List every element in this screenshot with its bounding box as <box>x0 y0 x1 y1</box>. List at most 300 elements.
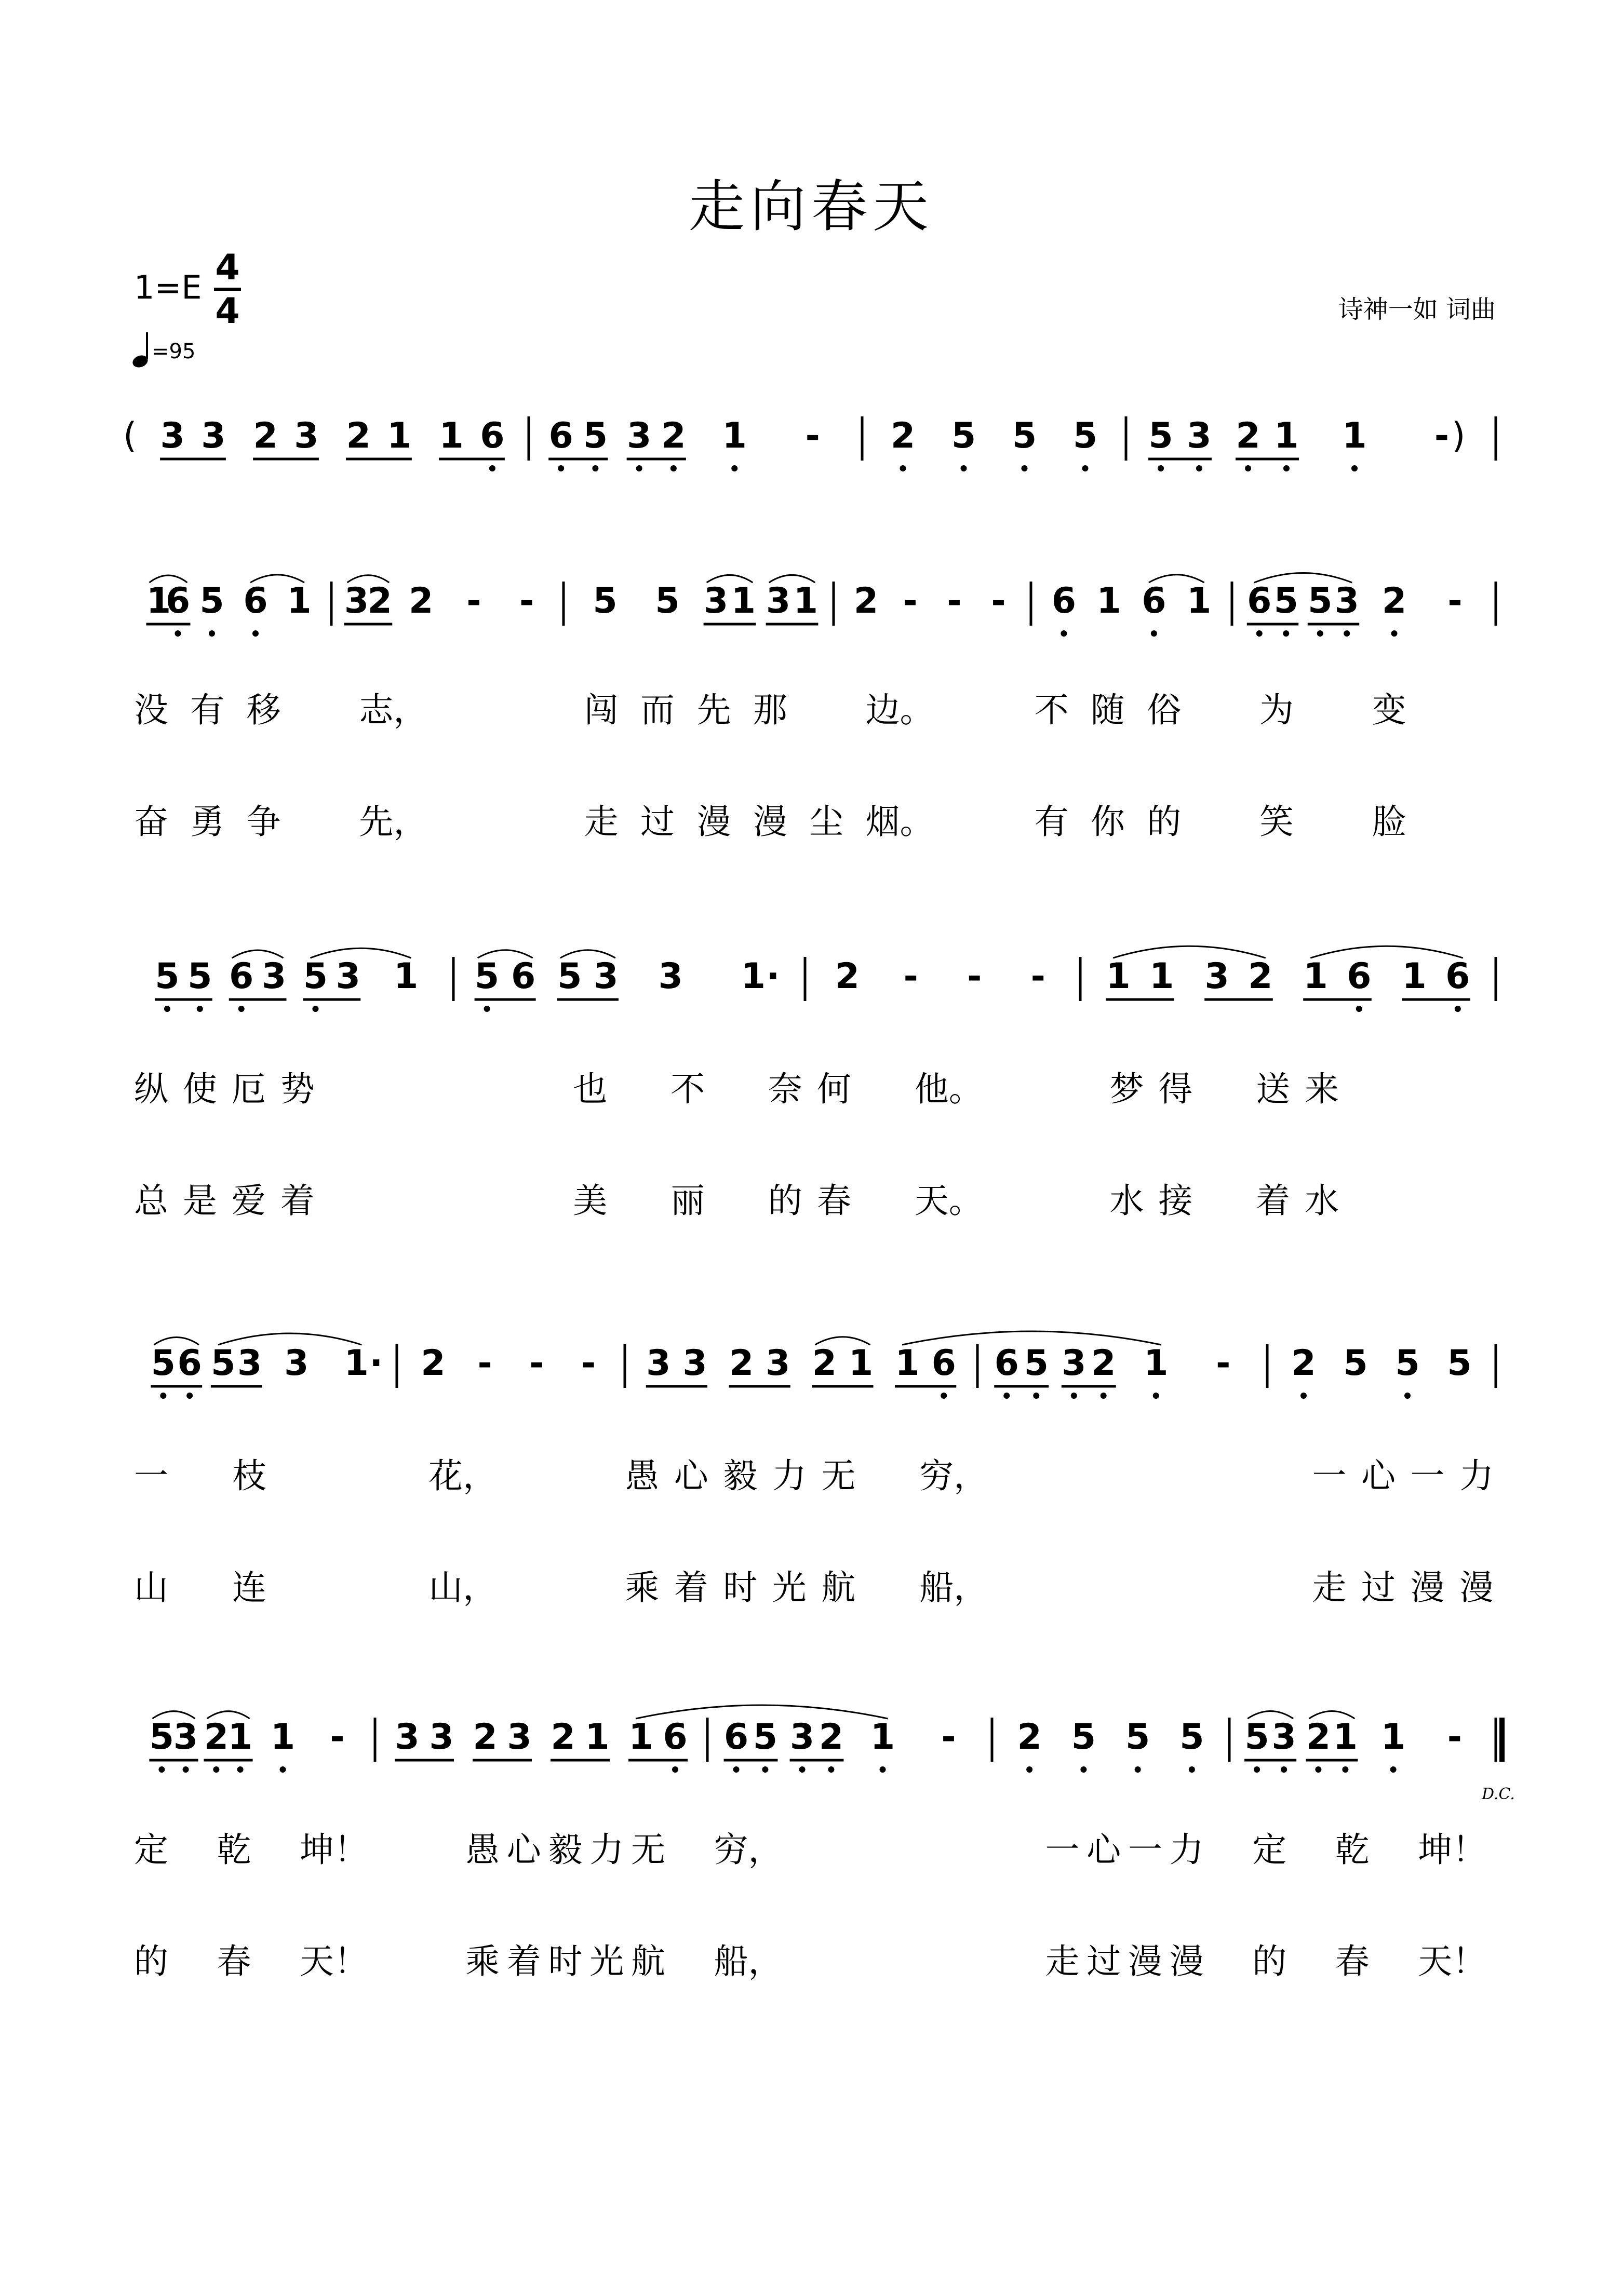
measure <box>146 580 312 637</box>
sustain-dash: - <box>581 1343 596 1384</box>
lyric-char: 来 <box>1305 1069 1339 1109</box>
note-5: 5 <box>1072 415 1098 456</box>
low-octave-dot <box>880 1766 886 1773</box>
lyric-char: 毅 <box>548 1830 583 1870</box>
lyric-line <box>134 1069 1339 1109</box>
lyric-char: 坤！ <box>1418 1830 1487 1870</box>
low-octave-dot <box>1196 465 1202 471</box>
sustain-dash: - <box>947 580 962 622</box>
note-5: 5 <box>557 956 582 997</box>
low-octave-dot <box>1022 465 1028 471</box>
lyric-char: 漫 <box>1169 1941 1204 1981</box>
note-3: 3 <box>294 415 319 456</box>
note-3: 3 <box>1204 956 1229 997</box>
low-octave-dot <box>558 465 564 471</box>
measure <box>149 1717 344 1773</box>
low-octave-dot <box>1455 1006 1461 1012</box>
note-6: 6 <box>1445 956 1470 997</box>
lyric-char: 丽 <box>670 1181 705 1221</box>
lyric-char: 闯 <box>584 690 619 730</box>
lyric-char: 漫 <box>1459 1568 1494 1608</box>
note-5: 5 <box>155 956 180 997</box>
measure <box>646 1343 957 1399</box>
note-2: 2 <box>1306 1717 1331 1758</box>
lyric-line <box>134 690 1406 730</box>
low-octave-dot <box>1351 465 1358 471</box>
lyric-char: 乘 <box>465 1941 500 1981</box>
note-3: 3 <box>344 580 369 622</box>
note-3: 3 <box>703 580 729 622</box>
note-5: 5 <box>1071 1717 1096 1758</box>
lyric-char: 他。 <box>914 1069 983 1109</box>
note-6: 6 <box>994 1343 1019 1384</box>
lyric-char: 梦 <box>1109 1069 1144 1109</box>
low-octave-dot <box>1158 465 1164 471</box>
low-octave-dot <box>213 1766 219 1773</box>
note-1: 1 <box>1303 956 1328 997</box>
note-3: 3 <box>766 1343 790 1384</box>
augmentation-dot: · <box>369 1343 383 1384</box>
note-1: 1 <box>344 1343 369 1384</box>
low-octave-dot <box>252 630 259 637</box>
note-5: 5 <box>1395 1343 1420 1384</box>
measure <box>854 580 1006 622</box>
measure <box>1052 580 1212 637</box>
lyric-char: 何 <box>816 1069 851 1109</box>
sustain-dash: - <box>477 1343 492 1384</box>
low-octave-dot <box>799 1766 806 1773</box>
note-1: 1 <box>1380 1717 1406 1758</box>
lyric-line <box>134 1181 1339 1221</box>
measure <box>1106 956 1470 1012</box>
key-and-meter <box>134 247 241 332</box>
time-signature-bottom: 4 <box>215 291 240 332</box>
score-line-1 <box>160 415 1496 471</box>
note-6: 6 <box>548 415 573 456</box>
note-6: 6 <box>480 415 505 456</box>
lyric-char: 也 <box>573 1069 608 1109</box>
augmentation-dot: · <box>766 956 780 997</box>
note-1: 1 <box>146 580 171 622</box>
lyric-char: 着 <box>1256 1181 1291 1221</box>
lyrics-block <box>134 690 1494 1981</box>
tempo-marking <box>131 332 195 369</box>
lyric-char: 天！ <box>300 1941 368 1981</box>
low-octave-dot <box>672 1766 678 1773</box>
note-1: 1 <box>1096 580 1121 622</box>
note-2: 2 <box>551 1717 575 1758</box>
lyric-char: 走 <box>1045 1941 1080 1981</box>
lyric-char: 没 <box>134 690 168 730</box>
lyric-char: 毅 <box>723 1456 758 1496</box>
lyric-char: 时 <box>723 1568 758 1608</box>
lyric-char: 着 <box>506 1941 541 1981</box>
sustain-dash: - <box>967 956 982 997</box>
lyric-char: 争 <box>246 802 281 842</box>
note-2: 2 <box>204 1717 229 1758</box>
note-3: 3 <box>658 956 683 997</box>
song-title: 走向春天 <box>688 174 934 239</box>
lyric-char: 得 <box>1158 1069 1193 1109</box>
lyric-char: 势 <box>280 1069 315 1109</box>
lyric-char: 心 <box>1361 1456 1396 1496</box>
lyric-char: 航 <box>631 1941 665 1981</box>
note-1: 1 <box>1274 415 1299 456</box>
lyric-char: 乾 <box>217 1830 251 1870</box>
note-5: 5 <box>187 956 212 997</box>
low-octave-dot <box>1151 630 1157 637</box>
note-5: 5 <box>1012 415 1037 456</box>
lyric-char: 变 <box>1372 690 1406 730</box>
lyric-char: 先， <box>359 802 428 842</box>
measure <box>421 1343 596 1384</box>
note-3: 3 <box>789 1717 815 1758</box>
lyric-char: 漫 <box>1410 1568 1445 1608</box>
sustain-dash: - <box>991 580 1006 622</box>
note-3: 3 <box>766 580 791 622</box>
low-octave-dot <box>1344 630 1350 637</box>
note-3: 3 <box>1334 580 1359 622</box>
lyric-char: 春 <box>217 1941 251 1981</box>
note-2: 2 <box>1381 580 1407 622</box>
note-1: 1 <box>895 1343 920 1384</box>
note-2: 2 <box>853 580 879 622</box>
note-5: 5 <box>655 580 680 622</box>
lyric-char: 连 <box>232 1568 267 1608</box>
note-3: 3 <box>594 956 619 997</box>
da-capo-mark: D.C. <box>1482 1785 1515 1803</box>
time-signature-top: 4 <box>215 247 240 288</box>
note-6: 6 <box>177 1343 202 1384</box>
note-2: 2 <box>835 956 860 997</box>
lyric-char: 春 <box>1335 1941 1370 1981</box>
note-1: 1 <box>793 580 819 622</box>
note-6: 6 <box>243 580 268 622</box>
note-2: 2 <box>812 1343 837 1384</box>
note-1: 1 <box>1186 580 1212 622</box>
lyric-char: 不 <box>1034 690 1069 730</box>
measure <box>1017 1717 1204 1773</box>
lyric-char: 枝 <box>232 1456 267 1496</box>
lyric-char: 一 <box>1045 1830 1080 1870</box>
note-1: 1 <box>585 1717 610 1758</box>
low-octave-dot <box>1033 1393 1039 1399</box>
note-2: 2 <box>1291 1343 1316 1384</box>
measure <box>395 1717 688 1773</box>
note-2: 2 <box>1236 415 1260 456</box>
lyric-char: 纵 <box>134 1069 168 1109</box>
note-6: 6 <box>1142 580 1166 622</box>
lyric-char: 乾 <box>1335 1830 1370 1870</box>
note-5: 5 <box>474 956 500 997</box>
lyric-char: 春 <box>816 1181 851 1221</box>
lyric-char: 时 <box>548 1941 583 1981</box>
tempo-value: =95 <box>152 340 196 363</box>
note-5: 5 <box>753 1717 778 1758</box>
lyric-char: 着 <box>280 1181 315 1221</box>
low-octave-dot <box>175 630 181 637</box>
note-1: 1 <box>439 415 464 456</box>
lyric-char: 那 <box>753 690 787 730</box>
measure <box>994 1343 1230 1399</box>
note-5: 5 <box>1273 580 1298 622</box>
note-3: 3 <box>682 1343 707 1384</box>
low-octave-dot <box>1026 1766 1032 1773</box>
note-3: 3 <box>160 415 185 456</box>
note-6: 6 <box>1051 580 1077 622</box>
lyric-char: 先 <box>696 690 731 730</box>
note-2: 2 <box>1248 956 1273 997</box>
lyric-char: 而 <box>640 690 675 730</box>
sustain-dash: - <box>1447 580 1463 622</box>
note-3: 3 <box>646 1343 671 1384</box>
lyric-char: 一 <box>134 1456 168 1496</box>
low-octave-dot <box>160 1393 166 1399</box>
sustain-dash: - <box>1434 415 1450 456</box>
note-1: 1 <box>731 580 756 622</box>
note-2: 2 <box>661 415 686 456</box>
note-5: 5 <box>199 580 224 622</box>
low-octave-dot <box>1256 630 1263 637</box>
lyric-char: 过 <box>640 802 675 842</box>
measure <box>475 956 780 1012</box>
sustain-dash: - <box>1216 1343 1231 1384</box>
lyric-char: 船， <box>714 1941 783 1981</box>
lyric-char: 无 <box>631 1830 665 1870</box>
note-3: 3 <box>395 1717 420 1758</box>
sustain-dash: - <box>529 1343 544 1384</box>
tie-arc <box>1310 946 1463 958</box>
low-octave-dot <box>1245 465 1251 471</box>
note-1: 1 <box>270 1717 296 1758</box>
lyric-char: 奋 <box>134 802 168 842</box>
lyric-char: 是 <box>182 1181 217 1221</box>
note-2: 2 <box>1017 1717 1042 1758</box>
lyric-char: 美 <box>573 1181 608 1221</box>
note-5: 5 <box>583 415 608 456</box>
lyric-line <box>134 802 1406 842</box>
lyric-char: 一 <box>1128 1830 1162 1870</box>
note-3: 3 <box>201 415 226 456</box>
note-5: 5 <box>593 580 618 622</box>
lyric-char: 天。 <box>914 1181 983 1221</box>
lyric-char: 定 <box>134 1830 168 1870</box>
key-signature: 1=E <box>134 268 202 306</box>
lyric-char: 漫 <box>753 802 787 842</box>
note-6: 6 <box>723 1717 749 1758</box>
lyric-char: 心 <box>506 1830 541 1870</box>
low-octave-dot <box>762 1766 768 1773</box>
note-3: 3 <box>173 1717 198 1758</box>
note-1: 1 <box>848 1343 874 1384</box>
low-octave-dot <box>1390 1766 1397 1773</box>
measure <box>344 580 534 624</box>
lyric-char: 为 <box>1259 690 1294 730</box>
low-octave-dot <box>164 1006 170 1012</box>
lyric-char: 水 <box>1109 1181 1144 1221</box>
low-octave-dot <box>1254 1766 1260 1773</box>
low-octave-dot <box>186 1393 193 1399</box>
lyric-char: 厄 <box>231 1069 266 1109</box>
note-2: 2 <box>890 415 916 456</box>
low-octave-dot <box>1101 1393 1107 1399</box>
low-octave-dot <box>1391 630 1398 637</box>
note-3: 3 <box>1187 415 1212 456</box>
low-octave-dot <box>183 1766 189 1773</box>
note-3: 3 <box>1062 1343 1087 1384</box>
sustain-dash: - <box>903 956 918 997</box>
low-octave-dot <box>900 465 906 471</box>
lyric-char: 爱 <box>231 1181 266 1221</box>
note-2: 2 <box>819 1717 844 1758</box>
note-1: 1 <box>741 956 766 997</box>
lyric-char: 山， <box>428 1568 498 1608</box>
lyric-char: 愚 <box>625 1456 660 1496</box>
composer-credit: 诗神一如 词曲 <box>1338 295 1496 324</box>
low-octave-dot <box>731 465 737 471</box>
measure <box>160 415 505 471</box>
measure <box>1148 415 1449 471</box>
lyric-char: 脸 <box>1372 802 1406 842</box>
sustain-dash: - <box>1447 1717 1462 1758</box>
note-2: 2 <box>408 580 434 622</box>
note-6: 6 <box>511 956 536 997</box>
lyric-char: 山 <box>134 1568 168 1608</box>
lyric-char: 光 <box>589 1941 624 1981</box>
opening-parenthesis: ( <box>123 415 137 456</box>
lyric-char: 的 <box>768 1181 802 1221</box>
low-octave-dot <box>209 630 215 637</box>
note-3: 3 <box>237 1343 262 1384</box>
lyric-char: 定 <box>1252 1830 1287 1870</box>
low-octave-dot <box>312 1006 318 1012</box>
note-3: 3 <box>507 1717 532 1758</box>
note-6: 6 <box>165 580 191 622</box>
lyric-char: 随 <box>1090 690 1125 730</box>
sustain-dash: - <box>941 1717 956 1758</box>
note-6: 6 <box>663 1717 688 1758</box>
note-5: 5 <box>951 415 976 456</box>
lyric-char: 坤！ <box>300 1830 368 1870</box>
low-octave-dot <box>1356 1006 1362 1012</box>
note-3: 3 <box>284 1343 309 1384</box>
tie-arc <box>1113 946 1266 958</box>
lyric-char: 笑 <box>1259 802 1294 842</box>
lyric-char: 的 <box>1252 1941 1287 1981</box>
lyric-char: 送 <box>1256 1069 1291 1109</box>
lyric-char: 船， <box>919 1568 988 1608</box>
note-1: 1 <box>1342 415 1367 456</box>
lyric-char: 力 <box>772 1456 807 1496</box>
lyric-char: 心 <box>674 1456 708 1496</box>
note-5: 5 <box>1179 1717 1204 1758</box>
low-octave-dot <box>1189 1766 1195 1773</box>
low-octave-dot <box>592 465 598 471</box>
lyric-char: 尘 <box>809 802 844 842</box>
lyric-char: 奈 <box>768 1069 802 1109</box>
note-1: 1 <box>628 1717 653 1758</box>
low-octave-dot <box>237 1766 244 1773</box>
lyric-char: 力 <box>1459 1456 1494 1496</box>
lyric-char: 使 <box>182 1069 217 1109</box>
note-1: 1 <box>287 580 312 622</box>
measure <box>155 956 418 1012</box>
lyric-line <box>134 1568 1494 1608</box>
lyric-char: 漫 <box>1128 1941 1162 1981</box>
note-5: 5 <box>303 956 328 997</box>
lyric-char: 一 <box>1410 1456 1445 1496</box>
lyric-char: 有 <box>1034 802 1069 842</box>
lyric-char: 总 <box>134 1181 168 1221</box>
measure <box>593 580 818 624</box>
score-line-5 <box>149 1705 1502 1773</box>
lyric-char: 有 <box>190 690 225 730</box>
sustain-dash: - <box>519 580 534 622</box>
note-1: 1 <box>1333 1717 1358 1758</box>
low-octave-dot <box>1317 630 1323 637</box>
note-2: 2 <box>473 1717 498 1758</box>
low-octave-dot <box>1300 1393 1307 1399</box>
lyric-char: 天！ <box>1418 1941 1487 1981</box>
lyric-char: 力 <box>589 1830 624 1870</box>
note-2: 2 <box>1091 1343 1116 1384</box>
low-octave-dot <box>828 1766 834 1773</box>
lyric-char: 心 <box>1087 1830 1121 1870</box>
note-3: 3 <box>336 956 360 997</box>
note-1: 1 <box>1144 1343 1169 1384</box>
low-octave-dot <box>1342 1766 1348 1773</box>
low-octave-dot <box>636 465 642 471</box>
low-octave-dot <box>1281 1766 1287 1773</box>
measure <box>1291 1343 1471 1399</box>
measure <box>835 956 1045 997</box>
lyric-char: 烟。 <box>865 802 934 842</box>
lyric-line <box>134 1456 1494 1496</box>
lyric-char: 志， <box>359 690 428 730</box>
lyric-char: 勇 <box>190 802 225 842</box>
sustain-dash: - <box>1030 956 1045 997</box>
lyric-char: 漫 <box>696 802 731 842</box>
low-octave-dot <box>1315 1766 1321 1773</box>
score-line-3 <box>155 946 1496 1012</box>
lyric-char: 接 <box>1158 1181 1193 1221</box>
lyric-char: 过 <box>1361 1568 1396 1608</box>
low-octave-dot <box>484 1006 490 1012</box>
note-3: 3 <box>261 956 287 997</box>
lyric-char: 穷， <box>714 1830 783 1870</box>
note-5: 5 <box>1447 1343 1472 1384</box>
lyric-char: 一 <box>1312 1456 1347 1496</box>
lyric-char: 边。 <box>865 690 934 730</box>
lyric-line <box>134 1941 1486 1981</box>
lyric-char: 光 <box>772 1568 807 1608</box>
note-5: 5 <box>1343 1343 1368 1384</box>
low-octave-dot <box>238 1006 245 1012</box>
note-3: 3 <box>429 1717 454 1758</box>
low-octave-dot <box>1404 1393 1411 1399</box>
note-5: 5 <box>151 1343 176 1384</box>
note-6: 6 <box>1247 580 1272 622</box>
score-line-4 <box>151 1331 1496 1399</box>
note-1: 1 <box>1149 956 1174 997</box>
measure <box>151 1343 383 1399</box>
note-6: 6 <box>1347 956 1372 997</box>
low-octave-dot <box>1135 1766 1141 1773</box>
note-3: 3 <box>1271 1717 1296 1758</box>
note-5: 5 <box>149 1717 175 1758</box>
lyric-char: 乘 <box>625 1568 660 1608</box>
low-octave-dot <box>733 1766 740 1773</box>
